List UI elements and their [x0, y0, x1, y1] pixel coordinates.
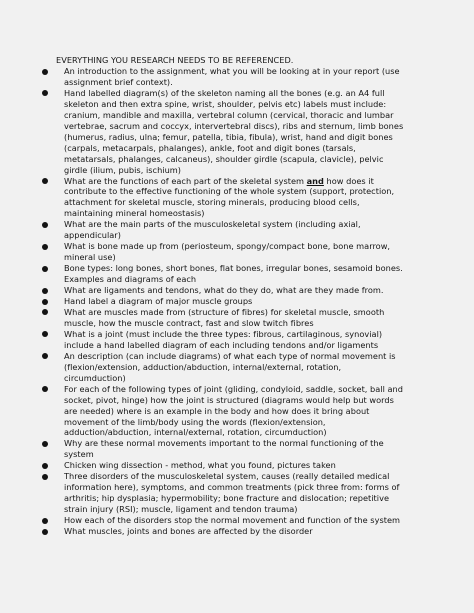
list-item-line: vertebrae, sacrum and coccyx, intervertebral discs), ribs and sternum, limb bones [64, 120, 404, 131]
list-item-text [64, 526, 474, 537]
list-item-line: What are muscles made from (structure of fibres) for skeletal muscle, smooth [64, 306, 385, 317]
list-item-line: adduction/abduction, internal/external, rotation, circumduction) [64, 427, 327, 438]
list-item-line: (carpals, metacarpals, phalanges), ankle, foot and digit bones (tarsals, [64, 142, 356, 153]
list-item-line: Examples and diagrams of each [64, 274, 197, 285]
list-item [0, 438, 474, 460]
list-item-text [64, 460, 474, 471]
list-item-text [64, 176, 474, 220]
list-item-line: What muscles, joints and bones are affected by the disorder [64, 526, 313, 537]
list-item-line: How each of the disorders stop the normal movement and function of the system [64, 515, 401, 526]
list-item [0, 329, 474, 351]
list-item-text [64, 285, 474, 296]
list-item-line: Chicken wing dissection - method, what you found, pictures taken [64, 460, 336, 471]
list-item [0, 526, 474, 537]
list-item-text [64, 471, 474, 515]
list-item [0, 460, 474, 471]
list-item-text [64, 515, 474, 526]
list-item-line: girdle (ilium, pubis, ischium) [64, 164, 181, 175]
list-item-line: system [64, 449, 94, 460]
list-item-line: socket, pivot, hinge) how the joint is structured (diagrams would help but words [64, 394, 394, 405]
list-item [0, 384, 474, 439]
list-item [0, 176, 474, 220]
list-item-line: skeleton and then extra spine, wrist, shoulder, pelvis etc) labels must include: [64, 98, 387, 109]
list-item-line: strain injury (RSI); muscle, ligament and tendon trauma) [64, 504, 298, 515]
bullet-icon [42, 331, 48, 337]
list-item [0, 351, 474, 384]
bullet-icon [42, 178, 48, 184]
emphasized-word: and [306, 175, 324, 186]
list-item-line: What are the main parts of the musculoskeletal system (including axial, [64, 219, 361, 230]
list-item-line: circumduction) [64, 372, 126, 383]
list-item [0, 88, 474, 176]
list-item-line: arthritis; hip dysplasia; hypermobility; bone fracture and dislocation; repetitive [64, 493, 389, 504]
list-item-line: Hand label a diagram of major muscle groups [64, 296, 253, 307]
list-item [0, 263, 474, 285]
list-item [0, 241, 474, 263]
list-item-text [64, 384, 474, 439]
list-item-line: For each of the following types of joint (gliding, condyloid, saddle, socket, ball and [64, 383, 403, 394]
list-item-line: muscle, how the muscle contract, fast and slow twitch fibres [64, 317, 314, 328]
bullet-icon [42, 244, 48, 250]
requirements-list [0, 66, 474, 537]
bullet-icon [42, 463, 48, 469]
document-heading: EVERYTHING YOU RESEARCH NEEDS TO BE REFERENCED. [56, 55, 294, 65]
bullet-icon [42, 518, 48, 524]
list-item [0, 285, 474, 296]
list-item [0, 296, 474, 307]
list-item-text [64, 263, 474, 285]
list-item [0, 307, 474, 329]
list-item-line: (flexion/extension, adduction/abduction, internal/external, rotation, [64, 361, 342, 372]
list-item [0, 515, 474, 526]
list-item-line: What are the functions of each part of the skeletal system and how does it [64, 175, 374, 186]
list-item-text [64, 66, 474, 88]
list-item-line: (humerus, radius, ulna; femur, patella, tibia, fibula), wrist, hand and digit bones [64, 131, 393, 142]
list-item-text [64, 219, 474, 241]
bullet-icon [42, 386, 48, 392]
list-item-text [64, 351, 474, 384]
list-item-text [64, 438, 474, 460]
list-item-text [64, 307, 474, 329]
list-item [0, 471, 474, 515]
list-item-line: appendicular) [64, 230, 121, 241]
list-item [0, 66, 474, 88]
bullet-icon [42, 266, 48, 272]
bullet-icon [42, 69, 48, 75]
list-item-line: An description (can include diagrams) of what each type of normal movement is [64, 350, 396, 361]
list-item-text [64, 88, 474, 176]
list-item-line: cranium, mandible and maxilla, vertebral column (cervical, thoracic and lumbar [64, 109, 394, 120]
bullet-icon [42, 474, 48, 480]
bullet-icon [42, 309, 48, 315]
list-item-text [64, 241, 474, 263]
list-item-line: contribute to the effective functioning of the whole system (support, protection, [64, 186, 395, 197]
list-item-line: Hand labelled diagram(s) of the skeleton naming all the bones (e.g. an A4 full [64, 87, 385, 98]
list-item-line: What are ligaments and tendons, what do they do, what are they made from. [64, 285, 384, 296]
list-item-text [64, 329, 474, 351]
bullet-icon [42, 288, 48, 294]
bullet-icon [42, 299, 48, 305]
list-item-line: metatarsals, phalanges, calcaneus), shoulder girdle (scapula, clavicle), pelvic [64, 153, 384, 164]
bullet-icon [42, 353, 48, 359]
bullet-icon [42, 222, 48, 228]
list-item-line: What is a joint (must include the three types: fibrous, cartilaginous, synovial) [64, 328, 383, 339]
list-item-line: What is bone made up from (periosteum, spongy/compact bone, bone marrow, [64, 241, 391, 252]
list-item [0, 219, 474, 241]
list-item-line: maintaining mineral homeostasis) [64, 208, 205, 219]
list-item-line: mineral use) [64, 252, 116, 263]
list-item-line: assignment brief context). [64, 76, 173, 87]
list-item-line: Bone types: long bones, short bones, flat bones, irregular bones, sesamoid bones. [64, 263, 403, 274]
bullet-icon [42, 90, 48, 96]
list-item-line: attachment for skeletal muscle, storing minerals, producing blood cells, [64, 197, 360, 208]
list-item-line: An introduction to the assignment, what you will be looking at in your report (use [64, 66, 400, 76]
bullet-icon [42, 441, 48, 447]
bullet-icon [42, 529, 48, 535]
list-item-line: Three disorders of the musculoskeletal system, causes (really detailed medical [64, 471, 390, 482]
list-item-line: are needed) where is an example in the body and how does it bring about [64, 405, 370, 416]
list-item-text [64, 296, 474, 307]
list-item-line: information here), symptoms, and common treatments (pick three from: forms of [64, 482, 400, 493]
list-item-line: Why are these normal movements important to the normal functioning of the [64, 438, 384, 449]
list-item-line: movement of the limb/body using the words (flexion/extension, [64, 416, 326, 427]
list-item-line: include a hand labelled diagram of each including tendons and/or ligaments [64, 339, 379, 350]
